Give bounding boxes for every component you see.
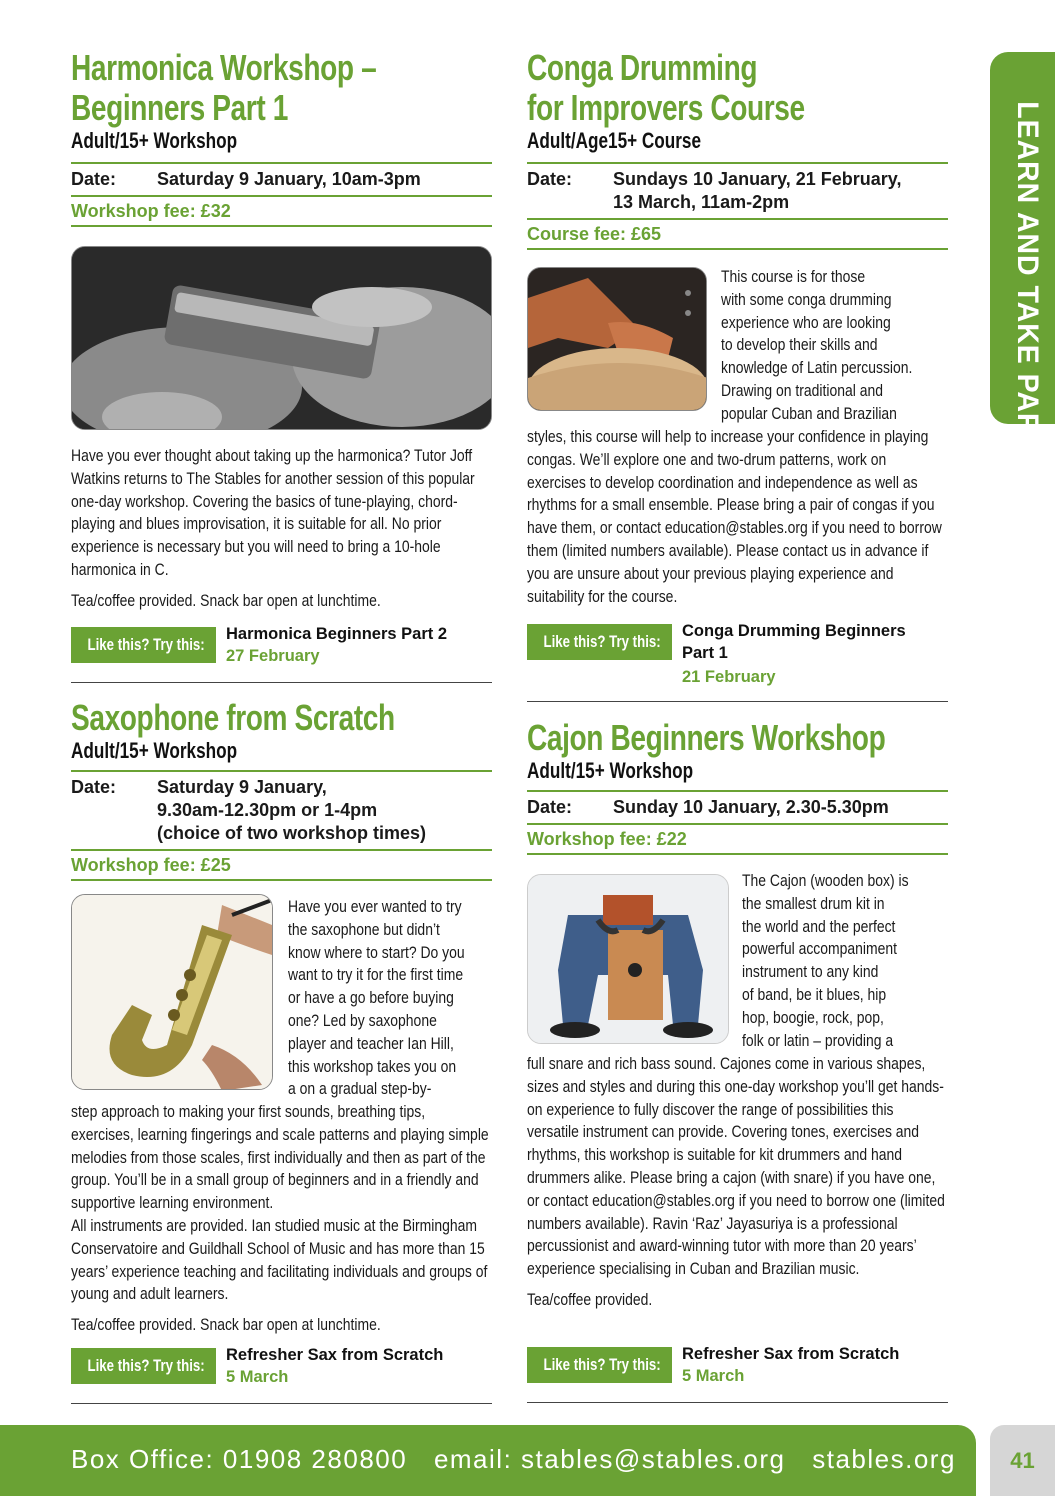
event-category: Adult/15+ Workshop	[527, 758, 694, 783]
try-this-badge: Like this? Try this:	[71, 627, 216, 663]
event-fee: Workshop fee: £22	[527, 823, 948, 855]
event-fee: Workshop fee: £25	[71, 849, 492, 881]
cajon-photo	[527, 874, 729, 1044]
try-this-title[interactable]: Harmonica Beginners Part 2	[226, 625, 447, 643]
harmonica-photo	[71, 246, 492, 430]
saxophone-image-icon	[72, 895, 273, 1090]
saxophone-photo	[71, 894, 273, 1090]
harmonica-description: Have you ever thought about taking up the harmonica? Tutor Joff Watkins returns to The Stables for another session of this popular one-day workshop. Covering the basics of tune-playing, chord-playing and blues improvisation, it is suitable for all. No prior experience is necessary but you will need to bring a 10-hole harmonica in C. Tea/coffee provided. Snack bar open at lunchtime.	[71, 446, 475, 610]
saxophone-description-wrap: Have you ever wanted to try the saxophone but didn’t know where to start? Do you want to try it for the first time or have a go before buying one? Led by saxophone player and teacher Ian Hill, this workshop takes you on a on a gradual step-by-	[288, 897, 465, 1099]
try-this-cajon	[527, 1343, 948, 1403]
conga-photo	[527, 267, 707, 411]
event-category: Adult/15+ Workshop	[71, 128, 238, 153]
event-title: Cajon Beginners Workshop	[527, 717, 886, 758]
section-side-tab-label: LEARN AND TAKE PART	[1011, 101, 1044, 453]
event-date: Date: Saturday 9 January, 10am-3pm	[71, 162, 492, 195]
try-this-date: 5 March	[226, 1368, 289, 1386]
try-this-conga	[527, 620, 948, 702]
try-this-badge: Like this? Try this:	[527, 624, 672, 660]
event-date: Date: Sunday 10 January, 2.30-5.30pm	[527, 790, 948, 823]
conga-description: styles, this course will help to increase your confidence in playing congas. We’ll explore one and two-drum patterns, work on exercises to develop coordination and independence as well as rhythms for a small ensemble. Please bring a pair of congas if you have them, or contact education@stables.org if you need to borrow them (limited numbers available). Please contact us in advance if you are unsure about your previous playing experience and suitability for the course.	[527, 427, 942, 606]
try-this-badge: Like this? Try this:	[527, 1347, 672, 1383]
cajon-description: full snare and rich bass sound. Cajones come in various shapes, sizes and styles and during this one-day workshop you’ll get hands-on experience to fully discover the range of possibilities this versatile instrument can provide. Covering tones, exercises and rhythms, this workshop is suitable for kit drummers and hand drummers alike. Please bring a cajon (with snare) if you have one, or contact education@stables.org if you need to borrow one (limited numbers available). Ravin ‘Raz’ Jayasuriya is a professional percussionist and award-winning tutor with more than 20 years’ experience specialising in Cuban and Brazilian music. Tea/coffee provided.	[527, 1054, 945, 1309]
harmonica-image-icon	[72, 247, 492, 430]
event-cajon	[527, 718, 948, 855]
event-date: Date: Saturday 9 January, 9.30am-12.30pm or 1-4pm (choice of two workshop times)	[71, 770, 492, 849]
conga-image-icon	[528, 268, 707, 411]
event-category: Adult/Age15+ Course	[527, 128, 702, 153]
event-title: Saxophone from Scratch	[71, 697, 395, 738]
event-fee: Course fee: £65	[527, 218, 948, 250]
event-title: Conga Drumming for Improvers Course	[527, 47, 805, 128]
event-fee: Workshop fee: £32	[71, 195, 492, 227]
box-office-text: Box Office: 01908 280800	[71, 1444, 408, 1474]
try-this-date: 21 February	[682, 668, 776, 686]
event-conga	[527, 48, 948, 250]
email-link[interactable]: email: stables@stables.org	[433, 1444, 786, 1474]
event-title: Harmonica Workshop – Beginners Part 1	[71, 47, 377, 128]
footer-contact	[71, 1443, 956, 1475]
cajon-description-wrap: The Cajon (wooden box) is the smallest drum kit in the world and the perfect powerful accompaniment instrument to any kind of band, be it blues, hip hop, boogie, rock, pop, folk or latin – providing a	[742, 871, 909, 1050]
event-saxophone	[71, 698, 492, 881]
conga-description-wrap: This course is for those with some conga drumming experience who are looking to develop their skills and knowledge of Latin percussion. Drawing on traditional and popular Cuban and Brazilian	[721, 267, 913, 423]
try-this-harmonica	[71, 623, 492, 683]
try-this-badge: Like this? Try this:	[71, 1348, 216, 1384]
cajon-image-icon	[528, 875, 729, 1044]
event-harmonica	[71, 48, 492, 227]
try-this-saxophone	[71, 1344, 492, 1404]
website-link[interactable]: stables.org	[812, 1444, 956, 1474]
event-category: Adult/15+ Workshop	[71, 738, 238, 763]
try-this-title[interactable]: Refresher Sax from Scratch	[682, 1345, 900, 1363]
try-this-title[interactable]: Conga Drumming Beginners Part 1	[682, 622, 906, 662]
try-this-date: 27 February	[226, 647, 320, 665]
try-this-date: 5 March	[682, 1367, 745, 1385]
saxophone-description: step approach to making your first sounds, breathing tips, exercises, learning fingerings and scale patterns and playing simple melodies from those scales, first individually and then as part of the group. You’ll be in a small group of beginners and in a friendly and supportive learning environment. All instruments are provided. Ian studied music at the Birmingham Conservatoire and Guildhall School of Music and has more than 15 years’ experience teaching and facilitating individuals and groups of young and adult learners. Tea/coffee provided. Snack bar open at lunchtime.	[71, 1102, 489, 1335]
try-this-title[interactable]: Refresher Sax from Scratch	[226, 1346, 444, 1364]
event-date: Date: Sundays 10 January, 21 February, 13 March, 11am-2pm	[527, 162, 948, 218]
page-number: 41	[1010, 1448, 1035, 1473]
